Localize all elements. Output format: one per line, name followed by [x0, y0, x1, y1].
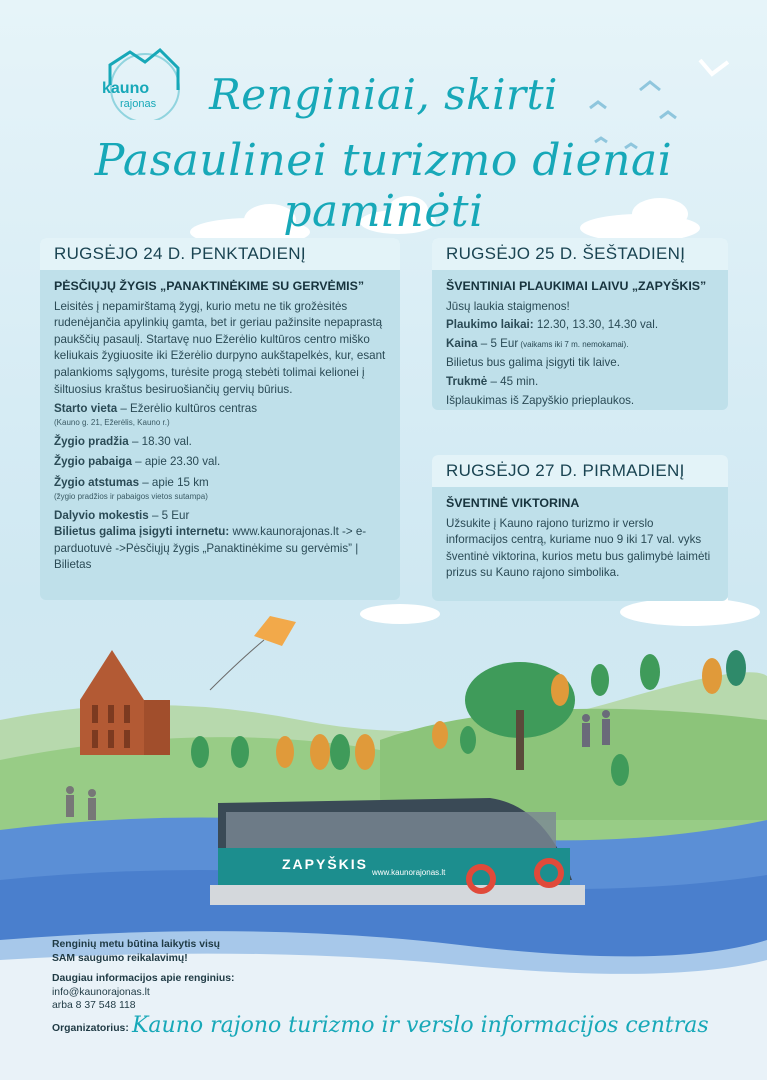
boat-url: www.kaunorajonas.lt	[372, 868, 446, 877]
distance-note: (žygio pradžios ir pabaigos vietos sutampa)	[54, 491, 208, 501]
event-card-sep24	[40, 238, 400, 600]
contact-info	[52, 972, 234, 1013]
event-description: Užsukite į Kauno rajono turizmo ir verslo informacijos centrą, kuriame nuo 9 iki 17 val. vyks šventinė viktorina, kurios metu bus galimybė laimėti prizus su Kauno rajono simbolika.	[446, 516, 711, 580]
fee-value: – 5 Eur	[148, 508, 190, 522]
safety-notice	[52, 938, 220, 965]
page-title-line1: Renginiai, skirti	[209, 70, 558, 119]
page-title-line2: Pasaulinei turizmo dienai paminėti	[94, 135, 673, 237]
surprise-line: Jūsų laukia staigmenos!	[446, 299, 570, 313]
warning-line-1: Renginių metu būtina laikytis visų	[52, 939, 221, 950]
event-title: PĖSČIŲJŲ ŽYGIS „PANAKTINĖKIME SU GERVĖMIS”	[54, 279, 365, 293]
boat-zapyskis	[210, 798, 585, 905]
event-description: Leisitės į nepamirštamą žygį, kurio metu ne tik grožėsitės rudenėjančia apylinkių gamta, bet ir geriau pažinsite nepaprastą paukščių pasaulį. Startavę nuo Ežerėlio kultūros centro miško keliukais žygiuosite iki Ežerėlio durpyno aukštapelkės, kur, esant palankioms sąlygoms, turėsite progą stebėti tolimai kelionei į šiltuosius kraštus besiruošiančių gervių būrius.	[54, 299, 386, 396]
start-note: (Kauno g. 21, Ežerėlis, Kauno r.)	[54, 417, 170, 427]
start-label: Starto vieta	[54, 402, 118, 416]
fee-label: Dalyvio mokestis	[54, 508, 149, 522]
email-link[interactable]: info@kaunorajonas.lt	[52, 986, 150, 998]
price-note: (vaikams iki 7 m. nemokamai).	[518, 339, 629, 349]
event-card-sep27	[432, 455, 728, 601]
tickets-line: Bilietus bus galima įsigyti tik laive.	[446, 356, 620, 370]
times-label: Plaukimo laikai:	[446, 318, 534, 332]
kite-icon	[210, 616, 296, 690]
price-value: – 5 Eur	[477, 336, 519, 350]
departure-line: Išplaukimas iš Zapyškio prieplaukos.	[446, 393, 635, 407]
price-label: Kaina	[446, 336, 478, 350]
tickets-value[interactable]: www.kaunorajonas.lt -> e-parduotuvė ->Pėsčiųjų žygis „Panaktinėkime su gervėmis” | Bilietas	[54, 525, 367, 572]
boat-name: ZAPYŠKIS	[282, 856, 369, 872]
organizer-name: Kauno rajono turizmo ir verslo informacijos centras	[132, 1013, 709, 1038]
distance-value: – apie 15 km	[139, 475, 209, 489]
begin-label: Žygio pradžia	[54, 434, 129, 448]
end-value: – apie 23.30 val.	[131, 455, 221, 469]
times-value: 12.30, 13.30, 14.30 val.	[533, 318, 659, 332]
duration-label: Trukmė	[446, 374, 488, 388]
phone-number: arba 8 37 548 118	[52, 1000, 136, 1011]
duration-value: – 45 min.	[487, 374, 539, 388]
card-date-heading: RUGSĖJO 27 D. PIRMADIENĮ	[432, 455, 728, 487]
logo-text: kauno	[102, 80, 150, 97]
info-label: Daugiau informacijos apie renginius:	[52, 973, 235, 984]
tickets-label: Bilietus galima įsigyti internetu:	[54, 525, 230, 539]
start-value: – Ežerėlio kultūros centras	[117, 402, 257, 416]
distance-label: Žygio atstumas	[54, 475, 140, 489]
card-date-heading: RUGSĖJO 25 D. ŠEŠTADIENĮ	[432, 238, 728, 270]
card-date-heading: RUGSĖJO 24 D. PENKTADIENĮ	[40, 238, 400, 270]
begin-value: – 18.30 val.	[128, 434, 192, 448]
warning-line-2: SAM saugumo reikalavimų!	[52, 952, 188, 964]
church-icon	[80, 650, 170, 755]
logo-subtext: rajonas	[120, 98, 157, 110]
event-title: ŠVENTINĖ VIKTORINA	[446, 496, 580, 510]
event-card-sep25	[432, 238, 728, 410]
event-title: ŠVENTINIAI PLAUKIMAI LAIVU „ZAPYŠKIS”	[446, 279, 707, 293]
end-label: Žygio pabaiga	[54, 455, 132, 469]
organizer-label: Organizatorius:	[52, 1023, 129, 1034]
